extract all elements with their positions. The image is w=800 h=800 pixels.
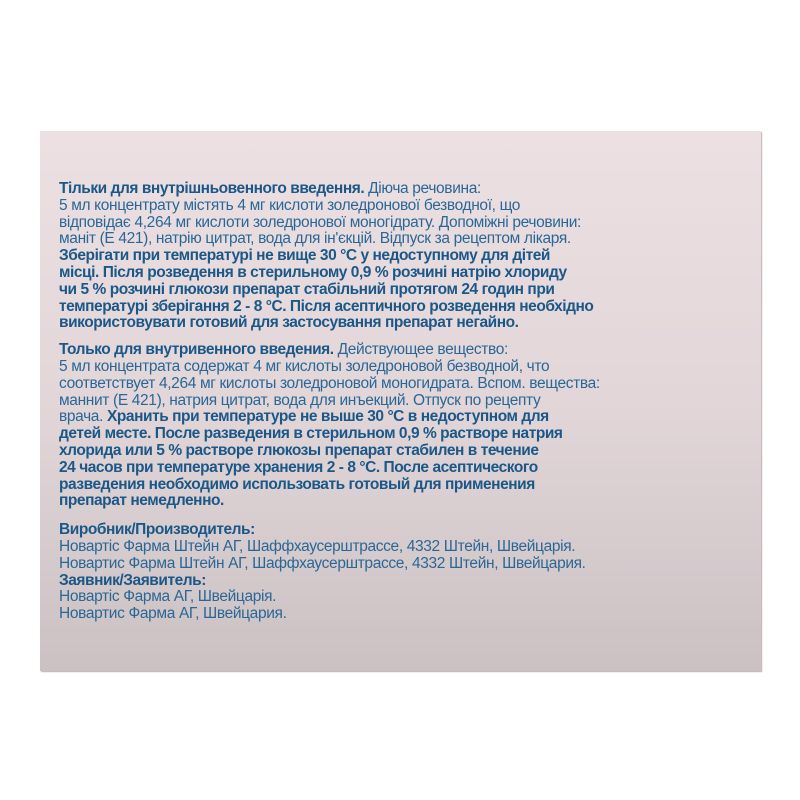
text-line — [59, 215, 759, 232]
text-line — [59, 522, 759, 539]
regular-text: Новартіс Фарма Штейн АГ, Шаффхаусерштрассе, 4332 Штейн, Швейцарія. — [59, 537, 576, 555]
text-line — [59, 299, 759, 316]
regular-text: врача. — [59, 408, 107, 426]
text-line — [59, 443, 759, 460]
regular-text: Новартис Фарма Штейн АГ, Шаффхаусерштрассе, 4332 Штейн, Швейцария. — [59, 554, 586, 572]
regular-text: відповідає 4,264 мг кислоти золедронової моногідрату. Допоміжні речовини: — [59, 213, 582, 231]
ukrainian-instructions — [59, 181, 759, 332]
text-line — [59, 606, 759, 623]
text-line — [59, 477, 759, 494]
bold-text: детей месте. После разведения в стерильном 0,9 % растворе натрия — [59, 425, 563, 443]
text-line — [59, 573, 759, 590]
bold-text: разведения необходимо использовать готовый для применения — [59, 475, 535, 493]
regular-text: Діюча речовина: — [364, 180, 481, 197]
manufacturer-info — [59, 522, 759, 623]
text-line — [59, 248, 759, 265]
bold-text: Только для внутривенного введения. — [59, 341, 334, 359]
bold-text: чи 5 % розчині глюкози препарат стабільний протягом 24 годин при — [59, 280, 555, 298]
bold-text: препарат немедленно. — [59, 492, 224, 510]
regular-text: маннит (Е 421), натрия цитрат, вода для инъекций. Отпуск по рецепту — [59, 391, 541, 409]
text-line — [59, 342, 759, 359]
text-line — [59, 426, 759, 443]
regular-text: Новартис Фарма АГ, Швейцария. — [59, 605, 287, 623]
text-line — [59, 376, 759, 393]
regular-text: маніт (Е 421), натрію цитрат, вода для ін'єкцій. Відпуск за рецептом лікаря. — [59, 230, 571, 248]
text-line — [59, 493, 759, 510]
text-line — [59, 198, 759, 215]
text-line — [59, 181, 759, 198]
regular-text: 5 мл концентрата содержат 4 мг кислоты золедроновой безводной, что — [59, 357, 550, 375]
regular-text: 5 мл концентрату містять 4 мг кислоти золедронової безводної, що — [59, 196, 521, 214]
text-line — [59, 589, 759, 606]
bold-text: Тільки для внутрішньовенного введення. — [59, 180, 365, 197]
bold-text: хлорида или 5 % растворе глюкозы препарат стабилен в течение — [59, 441, 539, 459]
russian-instructions — [59, 342, 759, 510]
text-line — [59, 539, 759, 556]
regular-text: соответствует 4,264 мг кислоты золедроновой моногидрата. Вспом. вещества: — [59, 374, 600, 392]
bold-text: температурі зберігання 2 - 8 °C. Після асептичного розведення необхідно — [59, 297, 594, 315]
bold-text: використовувати готовий для застосування препарат негайно. — [59, 314, 519, 332]
text-line — [59, 359, 759, 376]
bold-text: 24 часов при температуре хранения 2 - 8 °C. После асептического — [59, 458, 538, 476]
bold-text: місці. Після розведення в стерильному 0,9 % розчині натрію хлориду — [59, 263, 567, 281]
bold-text: Заявник/Заявитель: — [59, 571, 206, 589]
text-line — [59, 556, 759, 573]
regular-text: Действующее вещество: — [333, 341, 508, 359]
regular-text: Новартіс Фарма АГ, Швейцарія. — [59, 588, 277, 606]
bold-text: Зберігати при температурі не вище 30 °C у недоступному для дітей — [59, 247, 550, 265]
text-line — [59, 393, 759, 410]
label-text — [59, 181, 759, 633]
text-line — [59, 231, 759, 248]
bold-text: Хранить при температуре не выше 30 °C в недоступном для — [107, 408, 549, 426]
text-line — [59, 265, 759, 282]
text-line — [59, 282, 759, 299]
bold-text: Виробник/Производитель: — [59, 521, 255, 539]
text-line — [59, 460, 759, 477]
text-line — [59, 315, 759, 332]
text-line — [59, 409, 759, 426]
